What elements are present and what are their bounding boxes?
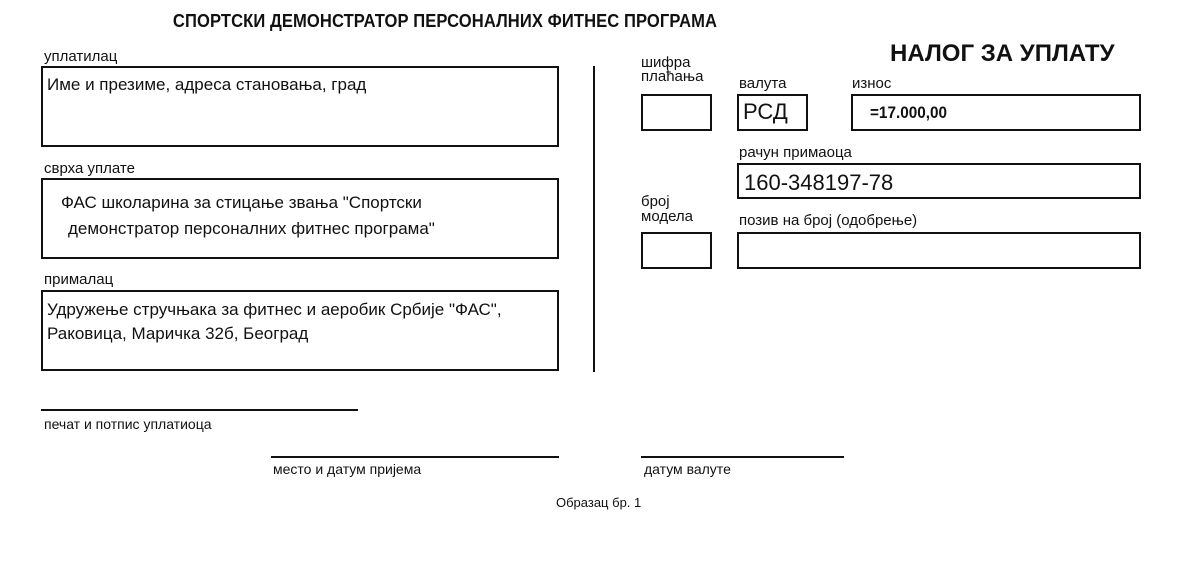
recipient-field[interactable] (41, 290, 559, 371)
currency-value: РСД (743, 99, 788, 124)
form-number: Образац бр. 1 (556, 495, 642, 510)
recipient-line-2: Раковица, Маричка 32б, Београд (47, 324, 309, 343)
currency-field[interactable] (737, 94, 808, 131)
recipient-label: прималац (44, 271, 114, 288)
model-number-label-line-1: број (641, 193, 670, 210)
recipient-account-value: 160-348197-78 (744, 170, 894, 195)
place-date-label: место и датум пријема (273, 461, 422, 477)
model-number-label (641, 194, 693, 224)
purpose-line-1: ФАС школарина за стицање звања "Спортски (61, 193, 422, 212)
payer-field[interactable] (41, 66, 559, 147)
recipient-account-field[interactable] (737, 163, 1141, 199)
value-date-label: датум валуте (644, 461, 731, 477)
purpose-label: сврха уплате (44, 160, 135, 177)
model-number-field[interactable] (641, 232, 712, 269)
amount-value: =17.000,00 (870, 103, 948, 122)
payer-value: Име и презиме, адреса становања, град (47, 75, 367, 94)
signature-label: печат и потпис уплатиоца (44, 416, 212, 432)
vertical-divider (593, 66, 595, 372)
place-date-line (271, 456, 559, 458)
recipient-line-1: Удружење стручњака за фитнес и аеробик Србије "ФАС", (47, 300, 502, 319)
form-title: НАЛОГ ЗА УПЛАТУ (890, 40, 1115, 67)
recipient-account-label: рачун примаоца (739, 144, 852, 161)
amount-label: износ (852, 75, 892, 92)
currency-label: валута (739, 75, 787, 92)
payment-code-label-line-2: плаћања (641, 68, 704, 85)
reference-field[interactable] (737, 232, 1141, 269)
payment-code-label (641, 56, 703, 84)
payment-code-label-line-1: шифра (641, 54, 691, 71)
signature-line (41, 409, 358, 411)
reference-label: позив на број (одобрење) (739, 212, 918, 229)
page-header-title: СПОРТСКИ ДЕМОНСТРАТОР ПЕРСОНАЛНИХ ФИТНЕС ПРОГРАМА (172, 11, 718, 31)
payer-label: уплатилац (44, 48, 118, 65)
value-date-line (641, 456, 844, 458)
payment-code-field[interactable] (641, 94, 712, 131)
amount-field[interactable] (851, 94, 1141, 131)
purpose-line-2: демонстратор персоналних фитнес програма" (68, 219, 435, 238)
purpose-field[interactable] (41, 178, 559, 259)
model-number-label-line-2: модела (641, 208, 694, 225)
